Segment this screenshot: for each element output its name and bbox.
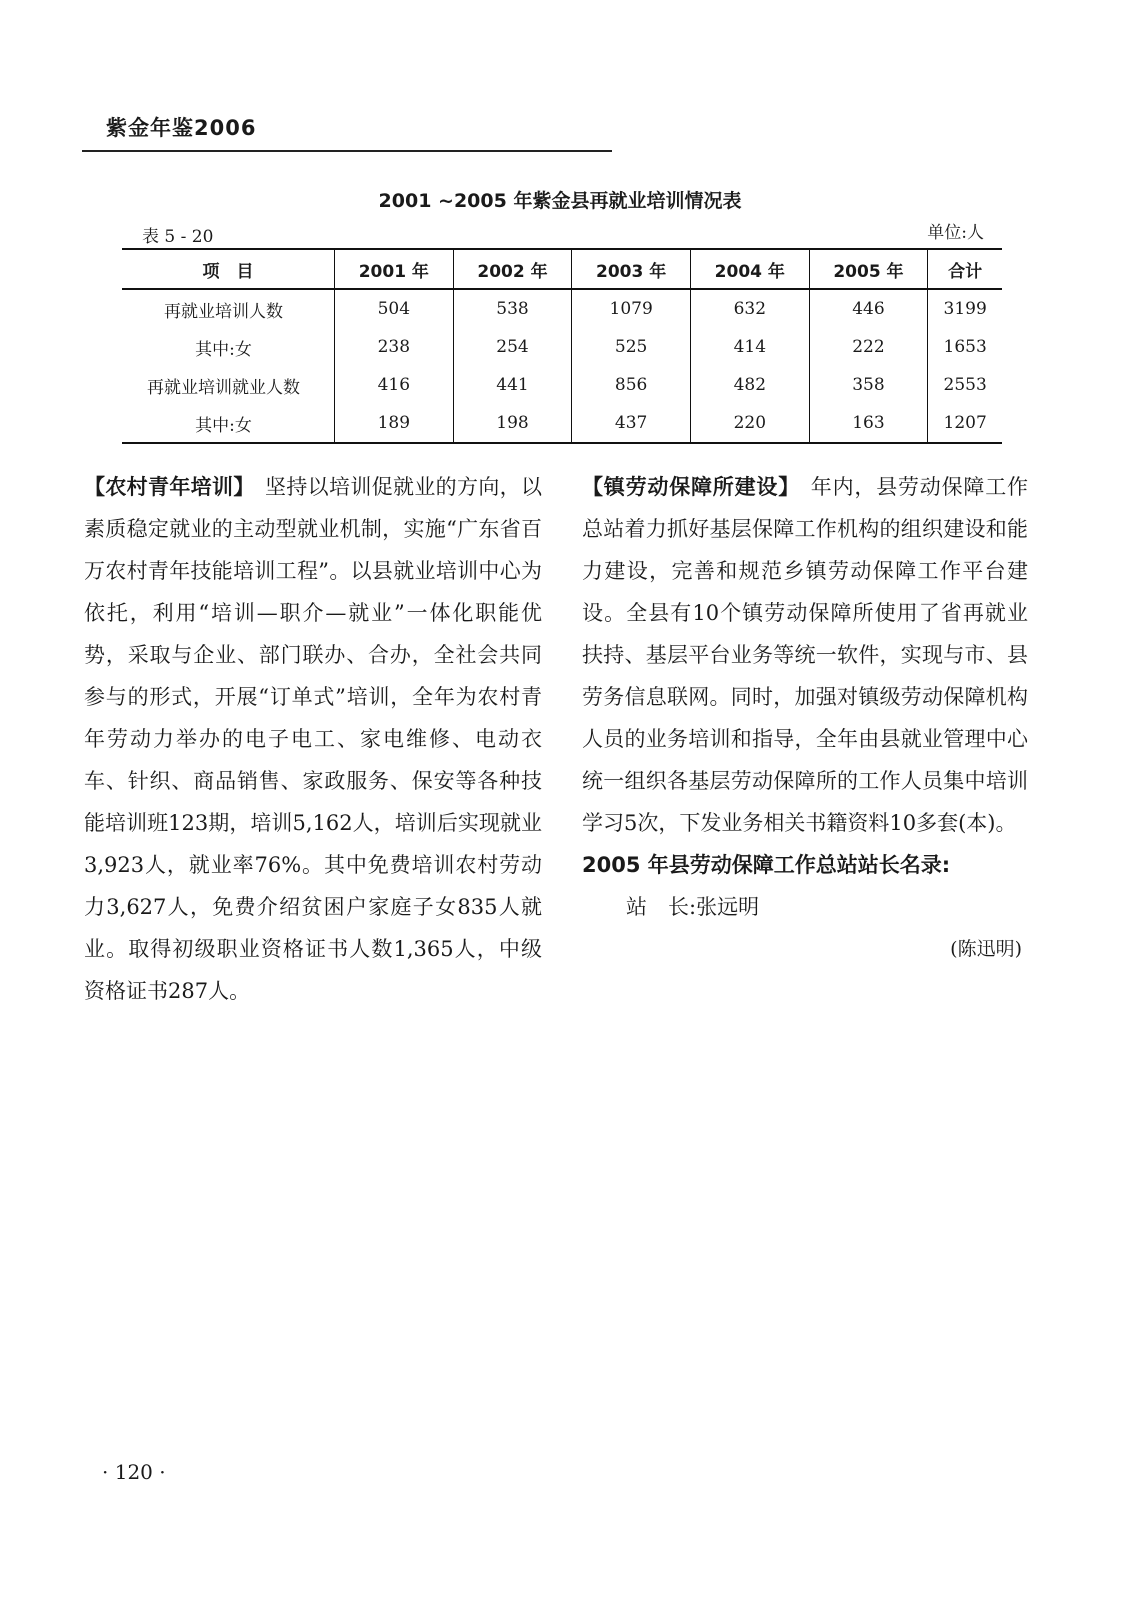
table-cell: 198 <box>453 404 572 443</box>
table-cell: 222 <box>809 328 928 366</box>
roster-entry: 站 长:张远明 <box>626 895 760 919</box>
table-cell: 1653 <box>943 337 987 357</box>
table-cell: 254 <box>453 328 572 366</box>
paragraph-text: 年内，县劳动保障工作总站着力抓好基层保障工作机构的组织建设和能力建设，完善和规范乡镇劳动保障工作平台建设。全县有10个镇劳动保障所使用了省再就业扶持、基层平台业务等统一软件，实现与市、县劳务信息联网。同时，加强对镇级劳动保障机构人员的业务培训和指导，全年由县就业管理中心统一组织各基层劳动保障所的工作人员集中培训学习5次，下发业务相关书籍资料10多套(本)。 <box>582 475 1028 835</box>
table-row <box>122 404 1002 443</box>
table-cell: 416 <box>335 366 454 404</box>
section-heading: 【镇劳动保障所建设】 <box>582 475 800 499</box>
table-cell: 504 <box>335 289 454 328</box>
table-cell: 632 <box>690 289 809 328</box>
labor-station-paragraph <box>582 466 1028 844</box>
table-number: 表 5 - 20 <box>142 227 214 247</box>
column-header: 2003 年 <box>572 249 691 289</box>
table-cell: 3199 <box>943 299 987 319</box>
table-title: 2001 ~2005 年紫金县再就业培训情况表 <box>378 190 742 212</box>
table-cell: 1207 <box>943 413 987 433</box>
paragraph-text: 坚持以培训促就业的方向，以素质稳定就业的主动型就业机制，实施“广东省百万农村青年技能培训工程”。以县就业培训中心为依托，利用“培训—职介—就业”一体化职能优势，采取与企业、部门联办、合办，全社会共同参与的形式，开展“订单式”培训，全年为农村青年劳动力举办的电子电工、家电维修、电动衣车、针织、商品销售、家政服务、保安等各种技能培训班123期，培训5,162人，培训后实现就业3,923人，就业率76%。其中免费培训农村劳动力3,627人，免费介绍贫困户家庭子女835人就业。取得初级职业资格证书人数1,365人，中级资格证书287人。 <box>84 475 543 1003</box>
row-label: 其中:女 <box>122 328 335 366</box>
table-cell: 220 <box>690 404 809 443</box>
column-header: 合计 <box>928 249 1002 289</box>
row-label: 再就业培训就业人数 <box>122 366 335 404</box>
right-column <box>582 466 1028 970</box>
row-label: 其中:女 <box>122 404 335 443</box>
row-label: 再就业培训人数 <box>122 289 335 328</box>
roster-title: 2005 年县劳动保障工作总站站长名录: <box>582 853 951 877</box>
table-cell: 441 <box>453 366 572 404</box>
section-heading: 【农村青年培训】 <box>84 475 255 499</box>
table-row <box>122 328 1002 366</box>
table-cell: 414 <box>690 328 809 366</box>
table-cell: 525 <box>572 328 691 366</box>
table-cell: 437 <box>572 404 691 443</box>
page-number: · 120 · <box>102 1460 166 1484</box>
author-credit: (陈迅明) <box>950 938 1022 960</box>
running-title: 紫金年鉴2006 <box>106 116 257 140</box>
table-cell: 189 <box>335 404 454 443</box>
training-table <box>122 248 1002 444</box>
column-header: 2004 年 <box>690 249 809 289</box>
table-cell: 856 <box>572 366 691 404</box>
table-row <box>122 366 1002 404</box>
header-rule <box>82 150 612 152</box>
table-header-row <box>122 249 1002 289</box>
table-cell: 538 <box>453 289 572 328</box>
table-cell: 482 <box>690 366 809 404</box>
table-cell: 163 <box>809 404 928 443</box>
column-header: 2001 年 <box>335 249 454 289</box>
column-header: 项 目 <box>122 249 335 289</box>
table-cell: 1079 <box>572 289 691 328</box>
table-cell: 446 <box>809 289 928 328</box>
column-header: 2002 年 <box>453 249 572 289</box>
table-cell: 358 <box>809 366 928 404</box>
table-row <box>122 289 1002 328</box>
column-header: 2005 年 <box>809 249 928 289</box>
table-cell: 2553 <box>943 375 987 395</box>
rural-youth-training-paragraph <box>84 466 542 1012</box>
table-unit: 单位:人 <box>927 223 984 243</box>
left-column <box>84 466 542 1012</box>
table-cell: 238 <box>335 328 454 366</box>
